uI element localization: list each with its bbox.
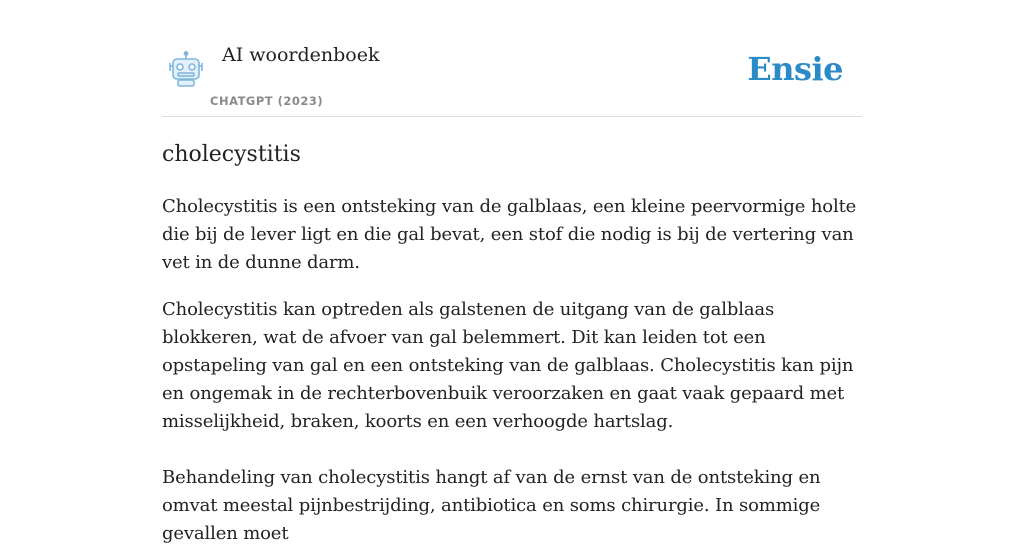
entry-paragraph: Cholecystitis kan optreden als galstenen de uitgang van de galblaas blokkeren, wat de afvoer van gal belemmert. Dit kan leiden tot een opstapeling van gal en een ontsteking van de galblaas. Cholecystitis kan pijn en ongemak in de rechterbovenbuik veroorzaken en gaat vaak gepaard met misselijkheid, braken, koorts en een verhoogde hartslag. [162, 299, 854, 432]
brand-logo[interactable]: Ensie [747, 50, 843, 88]
site-header [162, 0, 862, 117]
entry-term: cholecystitis [162, 142, 301, 167]
entry-paragraph: Behandeling van cholecystitis hangt af van de ernst van de ontsteking en omvat meestal pijnbestrijding, antibiotica en soms chirurgie. In sommige gevallen moet [162, 467, 821, 544]
site-subtitle: CHATGPT (2023) [210, 94, 324, 108]
entry-paragraph: Cholecystitis is een ontsteking van de galblaas, een kleine peervormige holte die bij de lever ligt en die gal bevat, een stof die nodig is bij de vertering van vet in de dunne darm. [162, 196, 857, 273]
entry-content [162, 193, 862, 548]
site-title[interactable]: AI woordenboek [222, 44, 380, 66]
page [162, 0, 862, 548]
robot-icon [166, 50, 206, 90]
